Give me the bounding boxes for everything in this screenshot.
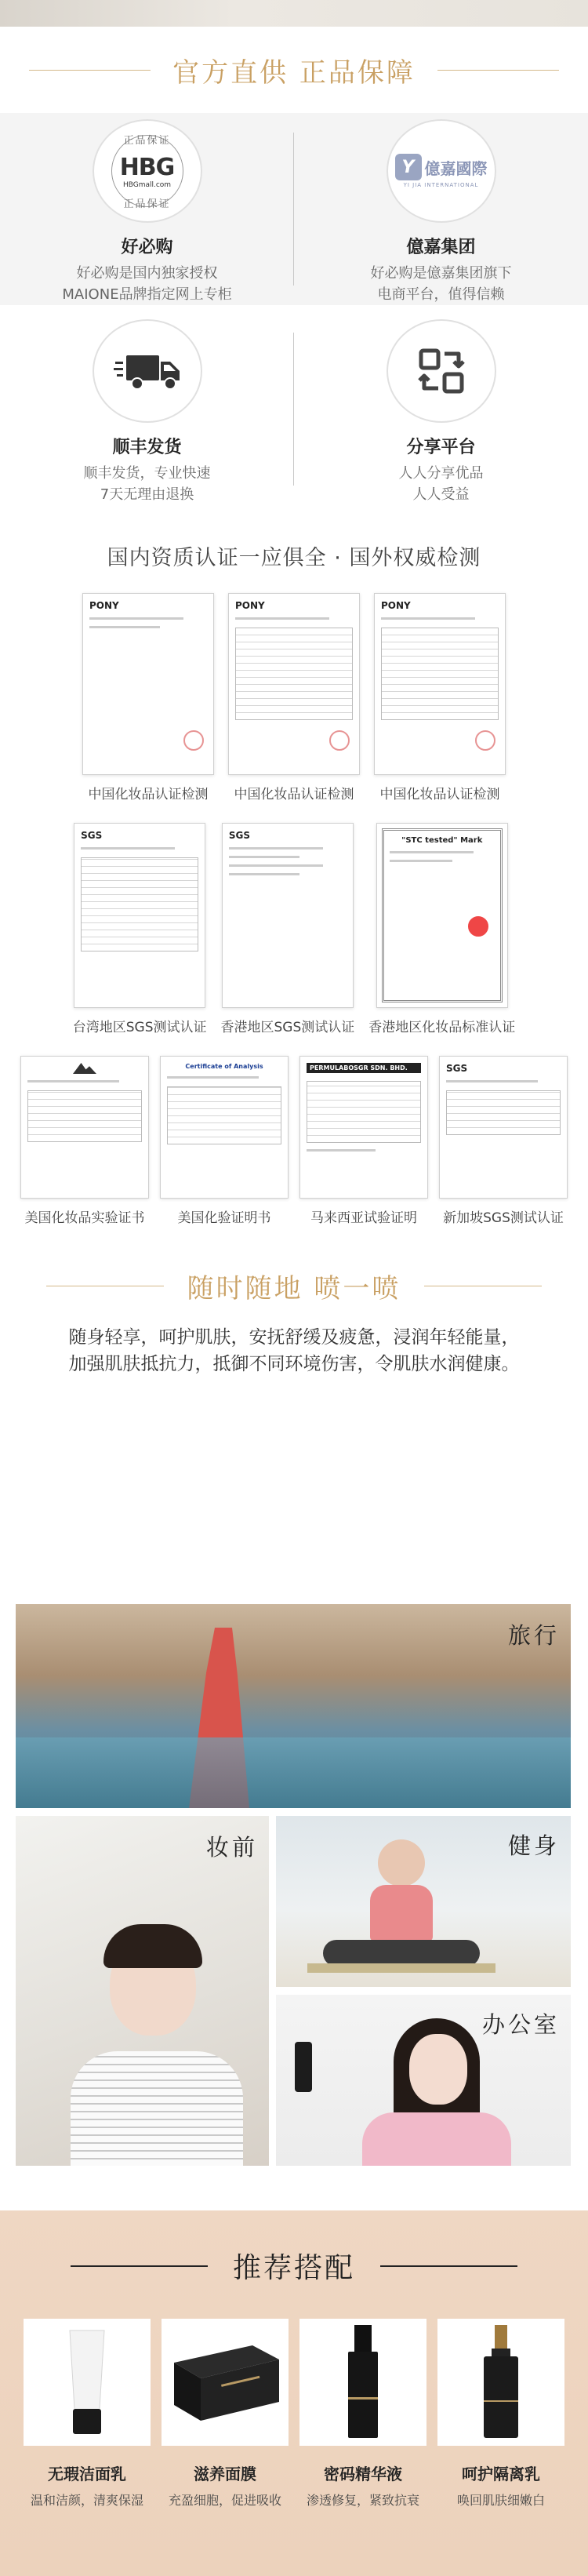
doc-line <box>89 617 183 620</box>
recommend-title: 推荐搭配 <box>232 2252 355 2284</box>
product-desc: 充盈细胞，促进吸收 <box>168 2493 281 2508</box>
feature-title: 億嘉集团 <box>406 238 476 257</box>
cert-item <box>299 1056 428 1226</box>
heading-line-right <box>437 70 559 71</box>
truck-icon <box>93 319 202 423</box>
yoga-legs <box>323 1940 480 1967</box>
yijia-logo-row <box>395 154 488 180</box>
yijia-logo-text: 億嘉國際 <box>424 158 488 178</box>
heading-line-left <box>29 70 151 71</box>
scene-photo-travel <box>16 1604 571 1808</box>
feature-desc-line: 电商平台，值得信赖 <box>377 286 505 303</box>
cert-document <box>376 823 508 1008</box>
yoga-figure <box>378 1839 425 1887</box>
cert-caption: 中国化妆品认证检测 <box>88 787 209 802</box>
feature-desc-line: 人人分享优品 <box>398 465 484 482</box>
cert-document <box>20 1056 149 1199</box>
doc-line <box>27 1080 119 1082</box>
cert-logo: Certificate of Analysis <box>185 1063 263 1070</box>
doc-body <box>89 636 207 704</box>
cert-item <box>82 593 214 802</box>
pink-blazer <box>362 2112 511 2166</box>
guarantee-heading <box>0 27 588 113</box>
doc-table <box>446 1090 561 1135</box>
product-desc: 唤回肌肤细嫩白 <box>456 2493 545 2508</box>
scene-label-makeup: 妆前 <box>205 1834 258 1861</box>
cert-logo: "STC tested" Mark <box>401 836 483 845</box>
yijia-logo <box>395 154 488 188</box>
hbg-logo-mark: HBG <box>119 153 175 181</box>
doc-line <box>381 617 475 620</box>
product-list <box>0 2319 588 2509</box>
hbg-seal-icon <box>93 119 202 223</box>
doc-table <box>307 1081 421 1143</box>
spray-heading <box>0 1267 588 1305</box>
striped-shirt <box>71 2051 243 2166</box>
feature-desc <box>62 263 231 305</box>
cert-item <box>221 823 355 1035</box>
cert-item <box>368 823 515 1035</box>
cert-caption: 香港地区SGS测试认证 <box>220 1020 355 1035</box>
feature-desc <box>84 463 211 505</box>
hbg-logo-sub: HBGmall.com <box>122 180 172 189</box>
cert-caption: 中国化妆品认证检测 <box>234 787 354 802</box>
feature-title: 好必购 <box>121 238 173 257</box>
cert-document <box>222 823 354 1008</box>
cert-logo: PONY <box>235 600 265 611</box>
top-image-strip <box>0 0 588 27</box>
cert-document <box>299 1056 428 1199</box>
stamp-icon <box>329 730 350 751</box>
spray-line: 随身轻享，呵护肌肤，安抚舒缓及疲惫，浸润年轻能量， <box>68 1327 520 1348</box>
product-name: 呵护隔离乳 <box>462 2465 540 2483</box>
feature-desc <box>371 263 512 305</box>
cert-caption: 台湾地区SGS测试认证 <box>72 1020 207 1035</box>
cert-caption: 马来西亚试验证明 <box>310 1210 417 1226</box>
seal-bottom-text: 正品保证 <box>123 198 171 210</box>
cert-document <box>439 1056 568 1199</box>
cert-document <box>74 823 205 1008</box>
office-face <box>409 2034 467 2105</box>
certs-title: 国内资质认证一应俱全 · 国外权威检测 <box>107 546 481 570</box>
doc-line <box>81 847 175 850</box>
doc-table <box>81 857 198 951</box>
heading-line-right <box>380 2265 517 2267</box>
feature-desc <box>399 463 484 505</box>
cert-logo: PONY <box>381 600 411 611</box>
cert-row-3 <box>0 1056 588 1226</box>
primer-bottle-image[interactable] <box>437 2319 564 2446</box>
cert-item <box>439 1056 568 1226</box>
cert-item <box>73 823 207 1035</box>
serum-bottle-image[interactable] <box>299 2319 426 2446</box>
hair-shape <box>103 1924 202 1968</box>
red-seal-icon <box>468 916 488 937</box>
product-name: 密码精华液 <box>324 2465 402 2483</box>
spray-bottle-icon <box>295 2042 312 2092</box>
guarantee-title: 官方直供 正品保障 <box>172 56 416 89</box>
doc-line <box>229 856 299 858</box>
scene-photo-office <box>276 1995 571 2166</box>
cert-caption: 香港地区化妆品标准认证 <box>368 1020 516 1035</box>
feature-yijia <box>294 113 588 305</box>
cert-logo: PONY <box>89 600 119 611</box>
feature-desc-line: 7天无理由退换 <box>100 486 194 503</box>
yoga-mat <box>307 1963 495 1973</box>
yijia-logo-icon <box>387 119 496 223</box>
doc-line <box>446 1080 538 1082</box>
feature-grid <box>0 113 588 505</box>
scene-photo-gym <box>276 1816 571 1987</box>
heading-line-left <box>71 2265 208 2267</box>
cert-caption: 美国化妆品实验证书 <box>24 1210 145 1226</box>
feature-desc-line: 顺丰发货，专业快速 <box>83 465 211 482</box>
cert-caption: 新加坡SGS测试认证 <box>443 1210 564 1226</box>
cert-document <box>160 1056 289 1199</box>
spray-line: 加强肌肤抵抗力，抵御不同环境伤害，令肌肤水润健康。 <box>68 1354 520 1374</box>
mountain-logo-icon <box>73 1063 96 1074</box>
scene-label-office: 办公室 <box>481 2011 560 2038</box>
cert-row-1 <box>0 593 588 802</box>
stamp-icon <box>475 730 495 751</box>
doc-table <box>235 628 353 720</box>
cert-logo: PERMULABOSGR SDN. BHD. <box>307 1063 421 1073</box>
mask-box-image[interactable] <box>162 2319 289 2446</box>
doc-table <box>27 1090 142 1142</box>
cert-document <box>228 593 360 775</box>
feature-title: 顺丰发货 <box>112 438 182 457</box>
doc-line <box>229 847 323 850</box>
feature-shipping <box>0 313 294 505</box>
recommend-section <box>0 2210 588 2576</box>
feature-desc-line: 好必购是億嘉集团旗下 <box>370 265 512 282</box>
cert-logo: SGS <box>228 830 251 841</box>
product-card[interactable] <box>299 2319 426 2509</box>
cert-row-2 <box>0 823 588 1035</box>
scene-photo-makeup <box>16 1816 269 2166</box>
cert-item <box>20 1056 149 1226</box>
doc-line <box>229 873 299 875</box>
cert-document <box>82 593 214 775</box>
spray-title: 随时随地 喷一喷 <box>187 1273 401 1304</box>
feature-desc-line: 好必购是国内独家授权 <box>76 265 218 282</box>
pool-water <box>16 1737 571 1808</box>
product-card[interactable] <box>24 2319 151 2509</box>
cert-frame <box>382 828 503 1002</box>
doc-line <box>229 864 323 867</box>
doc-table <box>381 628 499 720</box>
product-card[interactable] <box>437 2319 564 2509</box>
feature-desc-line: 人人受益 <box>412 486 470 503</box>
cert-logo: SGS <box>81 830 103 841</box>
cert-logo: SGS <box>446 1063 468 1074</box>
scene-label-gym: 健身 <box>507 1832 560 1859</box>
seal-top-text: 正品保证 <box>123 135 171 147</box>
doc-table <box>167 1086 281 1144</box>
doc-line <box>235 617 329 620</box>
feature-share <box>294 313 588 505</box>
recommend-heading <box>0 2246 588 2286</box>
cert-document <box>374 593 506 775</box>
yijia-logo-sub: YI JIA INTERNATIONAL <box>403 182 479 188</box>
doc-line <box>167 1076 259 1079</box>
doc-line <box>307 1149 376 1152</box>
cert-item <box>374 593 506 802</box>
scene-label-travel: 旅行 <box>507 1622 560 1649</box>
feature-title: 分享平台 <box>406 438 476 457</box>
product-desc: 渗透修复，紧致抗衰 <box>306 2493 419 2508</box>
spray-description <box>0 1324 588 1377</box>
doc-line <box>89 626 160 628</box>
share-icon <box>387 319 496 423</box>
cert-caption: 中国化妆品认证检测 <box>379 787 500 802</box>
cleanser-tube-image[interactable] <box>24 2319 151 2446</box>
product-card[interactable] <box>162 2319 289 2509</box>
product-desc: 温和洁颜，清爽保湿 <box>30 2493 143 2508</box>
cert-item <box>228 593 360 802</box>
feature-desc-line: MAIONE品牌指定网上专柜 <box>62 286 232 303</box>
stamp-icon <box>183 730 204 751</box>
feature-hbg <box>0 113 294 305</box>
product-name: 滋养面膜 <box>194 2465 256 2483</box>
cert-item <box>160 1056 289 1226</box>
pink-top <box>370 1885 433 1941</box>
product-name: 无瑕洁面乳 <box>48 2465 126 2483</box>
yijia-letter: Y <box>395 154 422 180</box>
cert-caption: 美国化验证明书 <box>177 1210 271 1226</box>
